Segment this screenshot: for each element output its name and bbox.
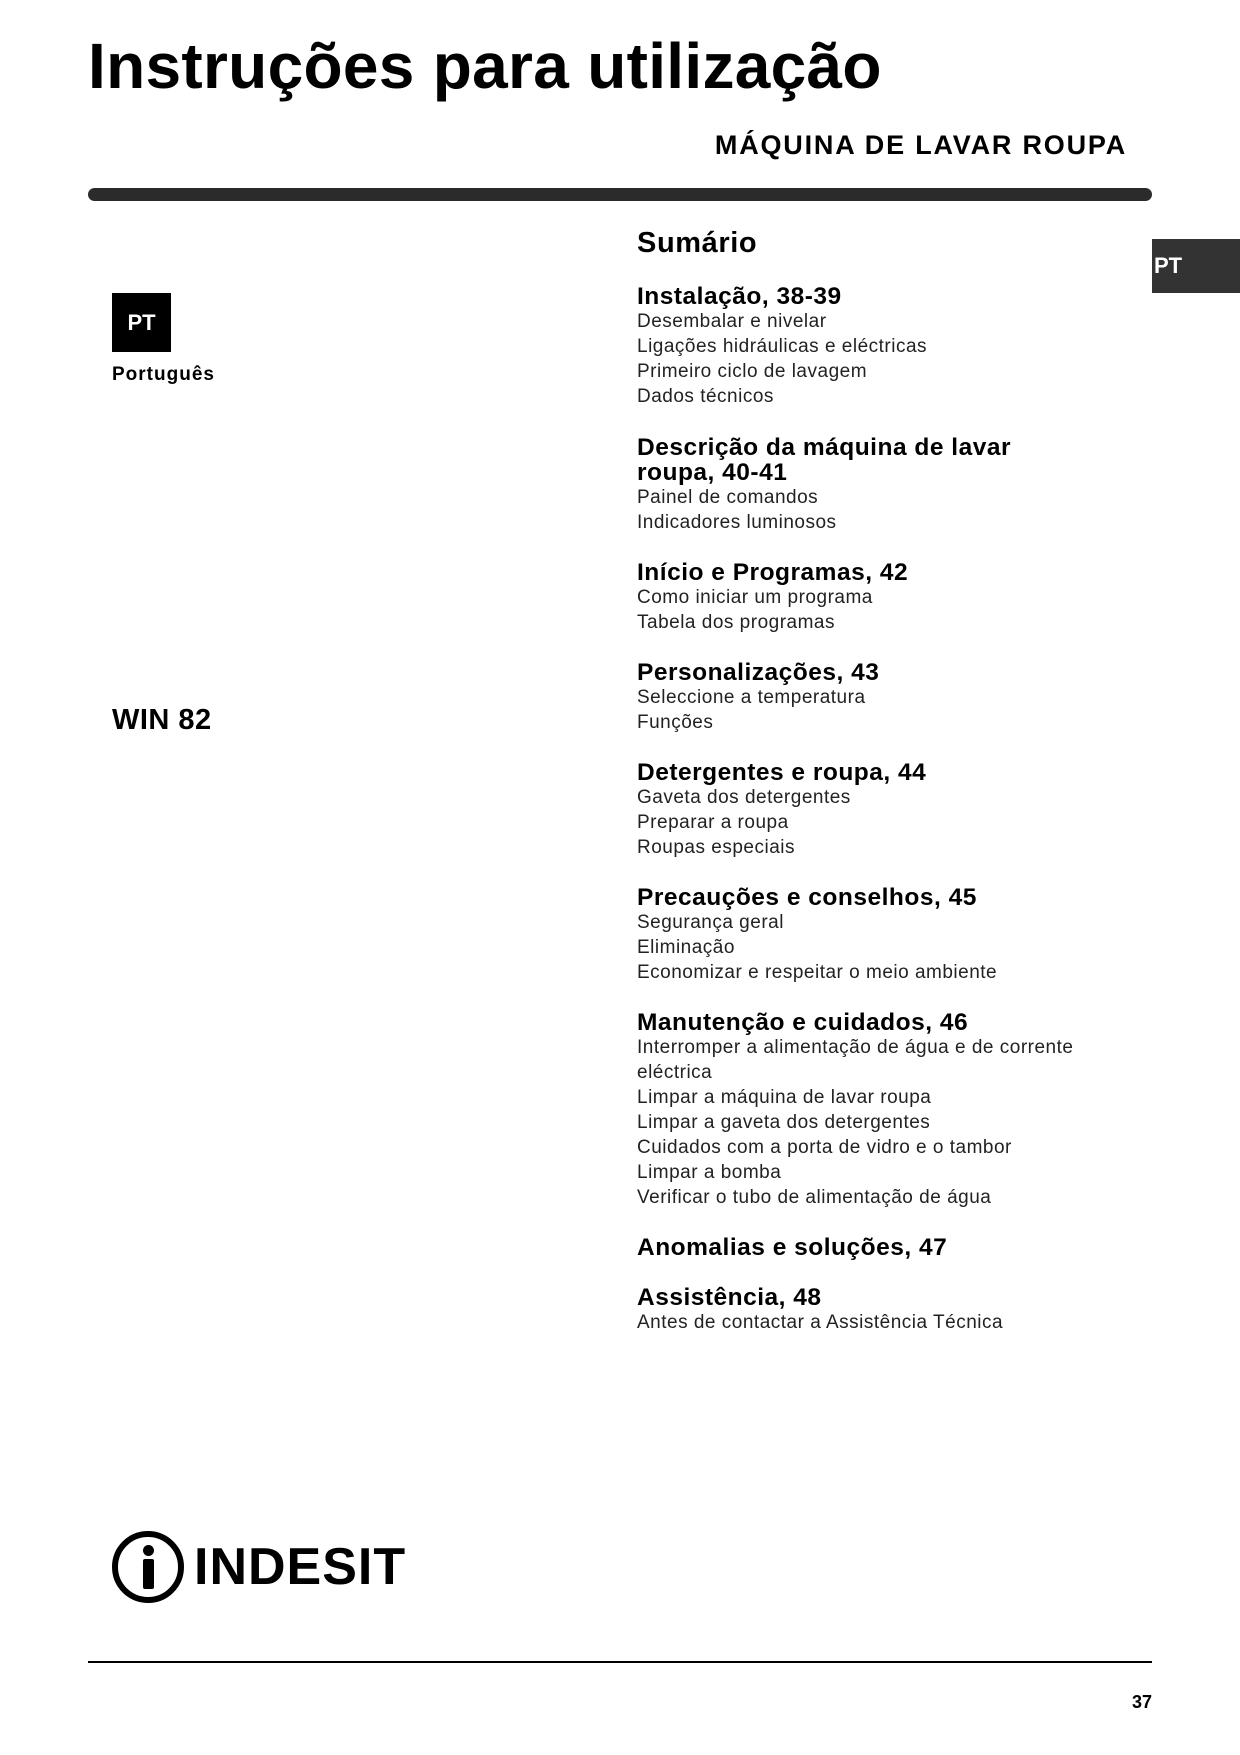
toc-section-title: Detergentes e roupa, 44	[637, 759, 927, 786]
toc-item: Segurança geral	[637, 912, 784, 933]
toc-item: Seleccione a temperatura	[637, 687, 866, 708]
toc-item: Desembalar e nivelar	[637, 311, 827, 332]
toc-section-maintenance	[637, 1010, 1157, 1210]
toc-item: Limpar a gaveta dos detergentes	[637, 1112, 931, 1133]
model-name: WIN 82	[112, 704, 212, 736]
toc-section-title: Manutenção e cuidados, 46	[637, 1009, 969, 1036]
page-title: Instruções para utilização	[88, 30, 882, 102]
toc-heading: Sumário	[637, 227, 758, 259]
toc-section-title: Personalizações, 43	[637, 659, 880, 686]
toc-item: Eliminação	[637, 937, 735, 958]
toc-section-title: Anomalias e soluções, 47	[637, 1234, 948, 1261]
footer-divider	[88, 1661, 1152, 1663]
toc-section-precautions	[637, 885, 1157, 985]
language-side-tab: PT	[1152, 239, 1240, 293]
toc-item: Limpar a máquina de lavar roupa	[637, 1087, 932, 1108]
toc-item-list	[637, 309, 1157, 409]
toc-item: Verificar o tubo de alimentação de água	[637, 1187, 992, 1208]
header-divider	[88, 188, 1152, 201]
logo-wordmark: INDESIT	[194, 1538, 407, 1596]
toc-item-list	[637, 1035, 1157, 1210]
toc-section-customizations	[637, 660, 1157, 735]
toc-section-description	[637, 435, 1157, 535]
toc-item: Painel de comandos	[637, 487, 819, 508]
toc-item: Indicadores luminosos	[637, 512, 837, 533]
toc-item-list	[637, 485, 1157, 535]
toc-section-programs	[637, 560, 1157, 635]
toc-item: Primeiro ciclo de lavagem	[637, 361, 868, 382]
toc-section-detergents	[637, 760, 1157, 860]
toc-item: Interromper a alimentação de água e de corrente	[637, 1037, 1074, 1058]
toc-item: eléctrica	[637, 1062, 713, 1083]
toc-item: Antes de contactar a Assistência Técnica	[637, 1312, 1004, 1333]
indesit-logo-icon	[112, 1531, 184, 1603]
toc-item-list	[637, 910, 1157, 985]
toc-item: Gaveta dos detergentes	[637, 787, 851, 808]
language-name: Português	[112, 364, 215, 385]
toc-section-troubleshooting	[637, 1235, 1157, 1260]
toc-item-list	[637, 1310, 1157, 1335]
toc-section-title: Assistência, 48	[637, 1284, 822, 1311]
toc-item: Tabela dos programas	[637, 612, 835, 633]
toc-section-title: Instalação, 38-39	[637, 283, 842, 310]
toc-item-list	[637, 785, 1157, 860]
toc-item: Funções	[637, 712, 714, 733]
page-subtitle: MÁQUINA DE LAVAR ROUPA	[714, 130, 1127, 160]
toc-item: Economizar e respeitar o meio ambiente	[637, 962, 998, 983]
toc-item-list	[637, 685, 1157, 735]
toc-item: Ligações hidráulicas e eléctricas	[637, 336, 928, 357]
toc-item-list	[637, 585, 1157, 635]
toc-item: Preparar a roupa	[637, 812, 789, 833]
toc-section-installation	[637, 284, 1157, 409]
indesit-logo	[112, 1528, 412, 1606]
toc-section-title: roupa, 40-41	[637, 459, 788, 486]
toc-section-title: Precauções e conselhos, 45	[637, 884, 977, 911]
toc-item: Limpar a bomba	[637, 1162, 782, 1183]
page-number: 37	[1131, 1692, 1152, 1712]
toc-item: Cuidados com a porta de vidro e o tambor	[637, 1137, 1012, 1158]
toc-section-title: Descrição da máquina de lavar	[637, 434, 1011, 461]
toc-item: Roupas especiais	[637, 837, 795, 858]
toc-item: Como iniciar um programa	[637, 587, 873, 608]
toc-section-title: Início e Programas, 42	[637, 559, 909, 586]
toc-item: Dados técnicos	[637, 386, 774, 407]
language-code-badge: PT	[112, 293, 171, 352]
toc-section-assistance	[637, 1285, 1157, 1335]
